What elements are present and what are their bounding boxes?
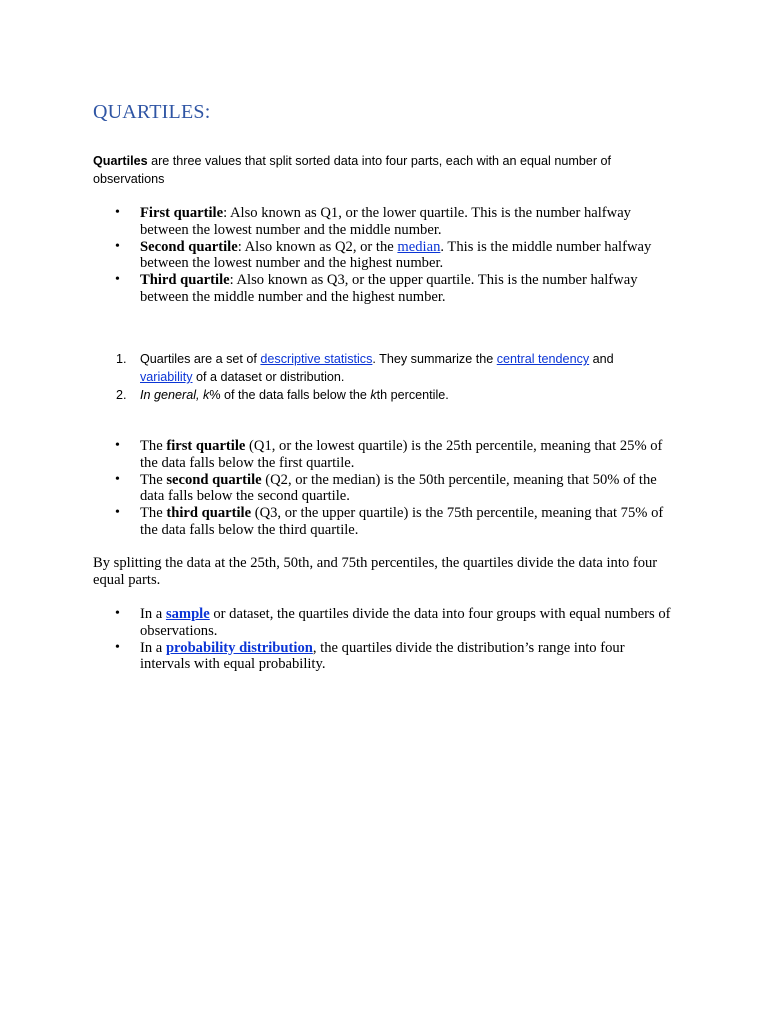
text: (Q1, or the lowest quartile) is the 25th percentile, meaning that 25% of the data falls below the first quartile. <box>140 438 663 471</box>
probability-distribution-link[interactable]: probability distribution <box>165 639 313 656</box>
text: In a <box>140 606 166 622</box>
list-item <box>93 505 673 539</box>
numbered-list <box>93 350 653 404</box>
term: Third quartile <box>140 272 230 289</box>
list-number: 2. <box>116 388 127 402</box>
intro-text: are three values that split sorted data into four parts, each with an equal number of observations <box>93 154 612 186</box>
text: . They summarize the <box>372 352 497 366</box>
page-title: QUARTILES: <box>93 101 211 123</box>
text: The <box>140 471 167 488</box>
list-item <box>93 272 673 306</box>
bullet: • <box>115 438 120 453</box>
text: k <box>370 388 377 402</box>
median-link[interactable]: median <box>397 238 441 255</box>
bullet: • <box>115 238 120 254</box>
text: The <box>140 505 167 522</box>
bullet: • <box>115 639 120 655</box>
bullet: • <box>115 272 120 288</box>
bullet: • <box>115 606 120 621</box>
text: In a <box>140 639 166 656</box>
term: Second quartile <box>140 238 238 255</box>
definition-end: . This is the middle number halfway between the lowest number and the highest number. <box>140 238 652 272</box>
list-item <box>93 472 673 506</box>
text: (Q2, or the median) is the 50th percentile, meaning that 50% of the data falls below the second quartile. <box>140 471 657 505</box>
text: th percentile. <box>376 388 449 402</box>
text: k <box>203 388 210 402</box>
text: and <box>589 352 614 366</box>
text: In general, <box>140 388 204 402</box>
list-number: 1. <box>116 352 127 366</box>
list-item <box>93 606 673 640</box>
term: third quartile <box>166 505 252 522</box>
sample-link[interactable]: sample <box>165 606 210 622</box>
bullet: • <box>115 505 120 521</box>
bullet: • <box>115 471 120 487</box>
list-item <box>93 239 673 273</box>
text: Quartiles are a set of <box>140 352 261 366</box>
text: of a dataset or distribution. <box>192 370 345 384</box>
list-item <box>93 640 673 674</box>
text: , the quartiles divide the distribution’s range into four intervals with equal probability. <box>140 639 625 673</box>
definition: : Also known as Q3, or the upper quartile. This is the number halfway between the middle number and the highest number. <box>140 272 638 305</box>
term: first quartile <box>166 438 246 454</box>
application-list <box>93 606 673 673</box>
summary-paragraph: By splitting the data at the 25th, 50th, and 75th percentiles, the quartiles divide the data into four equal parts. <box>93 555 658 588</box>
text: (Q3, or the upper quartile) is the 75th percentile, meaning that 75% of the data falls below the third quartile. <box>140 505 664 538</box>
definition-start: : Also known as Q2, or the <box>237 238 398 255</box>
list-item <box>93 350 653 386</box>
text: % of the data falls below the <box>209 388 371 402</box>
intro-term: Quartiles <box>93 154 148 168</box>
text: The <box>140 438 167 454</box>
descriptive-statistics-link[interactable]: descriptive statistics <box>260 352 373 366</box>
term: First quartile <box>140 205 224 221</box>
term: second quartile <box>166 471 262 488</box>
quartile-definitions-list <box>93 205 673 306</box>
intro-paragraph <box>93 152 653 188</box>
list-item <box>93 205 673 239</box>
list-item <box>93 386 653 404</box>
list-item <box>93 438 673 472</box>
percentile-list <box>93 438 673 539</box>
bullet: • <box>115 205 120 220</box>
text: or dataset, the quartiles divide the data into four groups with equal numbers of observations. <box>140 606 671 639</box>
central-tendency-link[interactable]: central tendency <box>496 352 590 366</box>
variability-link[interactable]: variability <box>140 370 193 384</box>
definition: : Also known as Q1, or the lower quartile. This is the number halfway between the lowest number and the middle number. <box>140 205 631 238</box>
